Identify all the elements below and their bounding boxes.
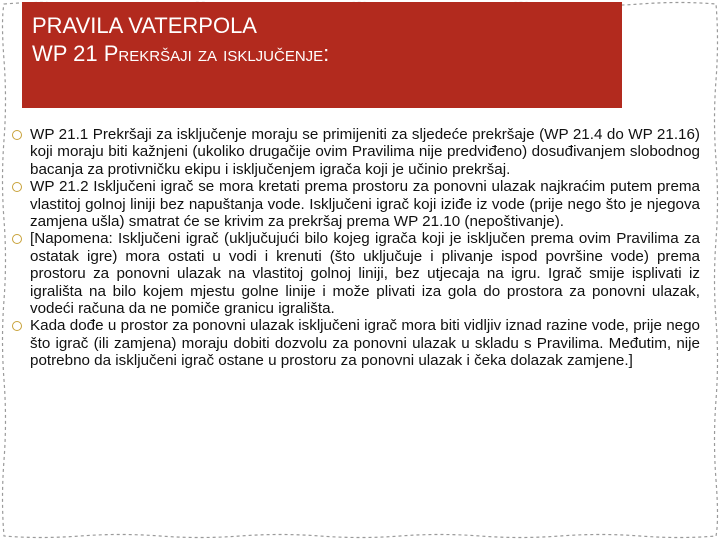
title-line-2: WP 21 Prekršaji za isključenje: bbox=[32, 41, 330, 66]
list-item bbox=[12, 178, 700, 230]
list-item bbox=[12, 317, 700, 369]
title-banner bbox=[22, 2, 622, 108]
list-item-text: WP 21.2 Isključeni igrač se mora kretati prema prostoru za ponovni ulazak najkraćim putem prema vlastitoj golnoj liniji bez napuštanja vode. Isključeni igrač koji iziđe iz vode (prije nego što je njegova zamjena ušla) smatrat će se krivim za prekršaj prema WP 21.10 (nepoštivanje). bbox=[30, 178, 700, 231]
bullet-list bbox=[12, 126, 700, 370]
list-item bbox=[12, 230, 700, 317]
circle-bullet-icon bbox=[12, 321, 22, 331]
list-item-text: [Napomena: Isključeni igrač (uključujući bilo kojeg igrača koji je isključen prema ovim Pravilima za ostatak igre) mora ostati u vodi i krenuti (što uključuje i plivanje ispod površine vode) prema prostoru za ponovni ulazak na vlastitoj golnoj liniji, bez utjecaja na igru. Igrač smije isplivati iz igrališta na bilo kojem mjestu golne linije i može plivati iza gola do prostora za ponovni ulazak, vodeći računa da ne pomiče granicu igrališta. bbox=[30, 230, 700, 318]
circle-bullet-icon bbox=[12, 182, 22, 192]
list-item-text: WP 21.1 Prekršaji za isključenje moraju se primijeniti za sljedeće prekršaje (WP 21.4 do WP 21.16) koji moraju biti kažnjeni (ukoliko drugačije ovim Pravilima nije predviđeno) dosuđivanjem slobodnog bacanja za protivničku ekipu i isključenjem igrača koji je učinio prekršaj. bbox=[30, 126, 700, 178]
title-line-1: PRAVILA VATERPOLA bbox=[32, 13, 257, 38]
list-item bbox=[12, 126, 700, 178]
circle-bullet-icon bbox=[12, 234, 22, 244]
list-item-text: Kada dođe u prostor za ponovni ulazak isključeni igrač mora biti vidljiv iznad razine vode, prije nego što igrač (ili zamjena) moraju dobiti dozvolu za ponovni ulazak u skladu s Pravilima. Međutim, nije potrebno da isključeni igrač ostane u prostoru za ponovni ulazak i čeka dolazak zamjene.] bbox=[30, 317, 700, 370]
circle-bullet-icon bbox=[12, 130, 22, 140]
